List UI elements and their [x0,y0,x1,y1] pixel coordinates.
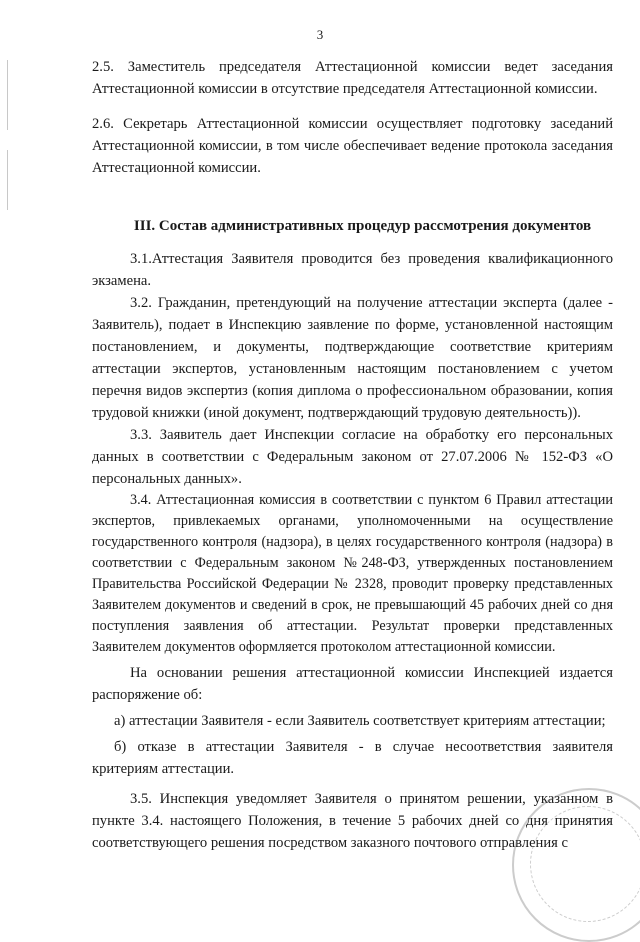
paragraph-3-5: 3.5. Инспекция уведомляет Заявителя о принятом решении, указанном в пункте 3.4. настоящего Положения, в течение 5 рабочих дней со дня принятия соответствующего решения посредством заказного почтового отправления с [92,791,613,851]
paragraph-3-4: 3.4. Аттестационная комиссия в соответствии с пунктом 6 Правил аттестации экспертов, привлекаемых органами, уполномоченными на осуществление государственного контроля (надзора), в целях государственного контроля (надзора) в соответствии с Федеральным законом №248-ФЗ, утвержденных постановлением Правительства Российской Федерации № 2328, проводит проверку представленных Заявителем документов и сведений в срок, не превышающий 45 рабочих дней со дня поступления заявления об аттестации. Результат проверки представленных Заявителем документов оформляется протоколом аттестационной комиссии. [92,492,613,655]
paragraph-3-3: 3.3. Заявитель дает Инспекции согласие на обработку его персональных данных в соответствии с Федеральным законом от 27.07.2006 № 152-ФЗ «О персональных данных». [92,427,613,487]
paragraph-2-5: 2.5. Заместитель председателя Аттестационной комиссии ведет заседания Аттестационной комиссии в отсутствие председателя Аттестационной комиссии. [92,59,613,97]
list-item-a: а) аттестации Заявителя - если Заявитель соответствует критериям аттестации; [114,713,606,729]
section-heading: III. Состав административных процедур рассмотрения документов [133,218,592,234]
paragraph-2-6: 2.6. Секретарь Аттестационной комиссии осуществляет подготовку заседаний Аттестационной комиссии, в том числе обеспечивает ведение протокола заседания Аттестационной комиссии. [92,116,613,176]
page-number: 3 [316,27,324,42]
list-item-b: б) отказе в аттестации Заявителя - в случае несоответствия заявителя критериям аттестации. [92,739,613,777]
scan-edge-mark [7,150,8,210]
scan-edge-mark [7,60,8,130]
document-body [92,56,613,854]
paragraph-basis: На основании решения аттестационной комиссии Инспекцией издается распоряжение об: [92,665,613,703]
paragraph-3-1: 3.1.Аттестация Заявителя проводится без проведения квалификационного экзамена. [92,251,613,289]
paragraph-3-2: 3.2. Гражданин, претендующий на получение аттестации эксперта (далее - Заявитель), подает в Инспекцию заявление по форме, установленной настоящим постановлением, и документы, подтверждающие соответствие критериям аттестации экспертов, установленным настоящим постановлением с учетом перечня видов экспертиз (копия диплома о профессиональном образовании, копия трудовой книжки (иной документ, подтверждающий трудовую деятельность)). [92,295,613,421]
